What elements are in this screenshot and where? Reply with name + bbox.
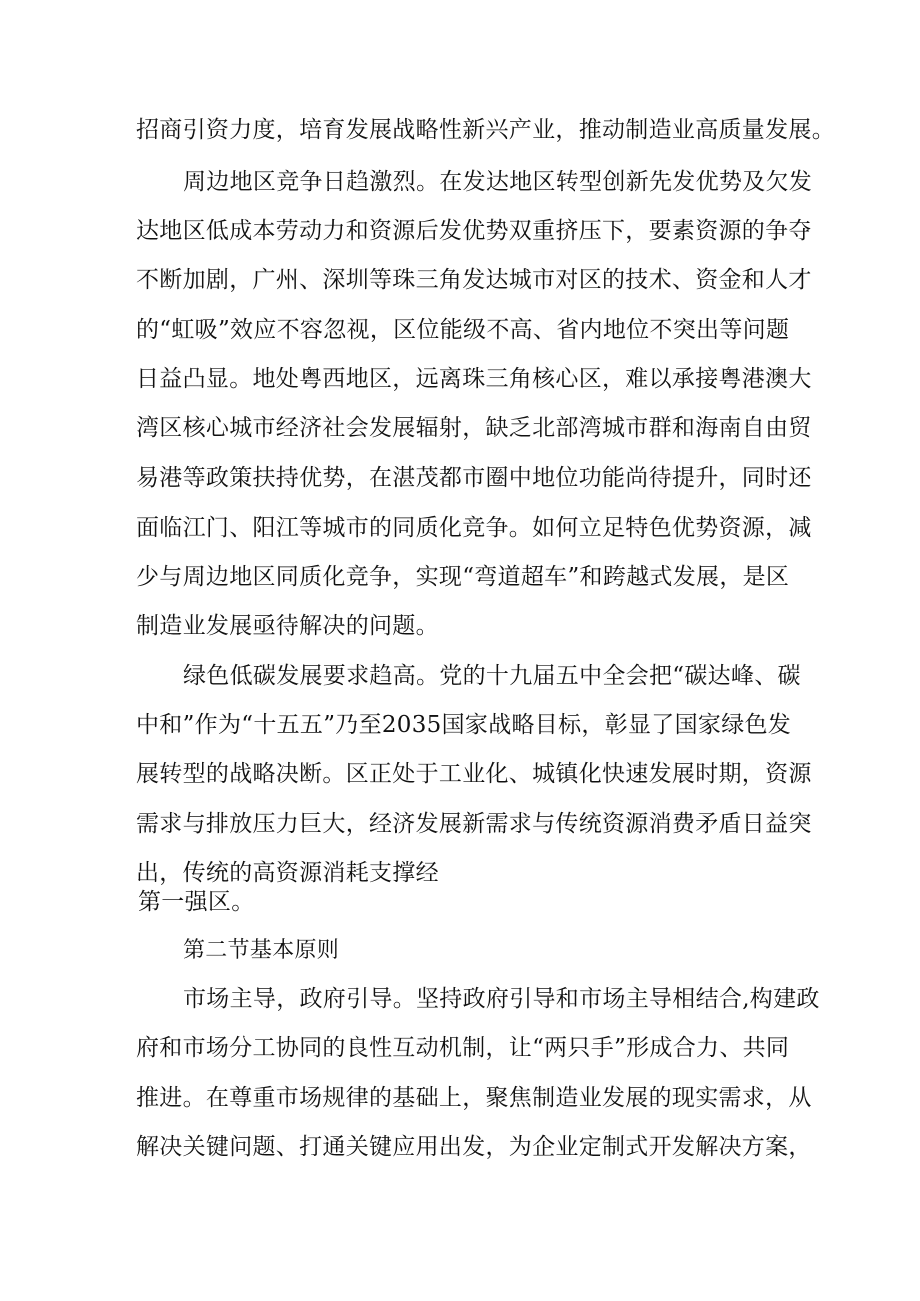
- paragraph-line: 湾区核心城市经济社会发展辐射，缺乏北部湾城市群和海南自由贸: [136, 415, 812, 441]
- paragraph-line: 制造业发展亟待解决的问题。: [136, 613, 439, 639]
- paragraph-line: 少与周边地区同质化竞争，实现“弯道超车”和跨越式发展，是区: [136, 564, 790, 590]
- paragraph-line: 解决关键问题、打通关键应用出发，为企业定制式开发解决方案，: [136, 1134, 812, 1160]
- paragraph-line: 易港等政策扶持优势，在湛茂都市圈中地位功能尚待提升，同时还: [136, 465, 812, 491]
- section-heading: 第二节基本原则: [183, 938, 340, 963]
- paragraph-line: 招商引资力度，培育发展战略性新兴产业，推动制造业高质量发展。: [136, 117, 835, 143]
- paragraph-line: 周边地区竞争日趋激烈。在发达地区转型创新先发优势及欠发: [183, 169, 813, 195]
- paragraph-line: 中和”作为“十五五”乃至2035国家战略目标，彰显了国家绿色发: [136, 712, 792, 738]
- paragraph-line: 府和市场分工协同的良性互动机制，让“两只手”形成合力、共同: [136, 1035, 790, 1061]
- paragraph-line: 不断加剧，广州、深圳等珠三角发达城市对区的技术、资金和人才: [136, 267, 812, 293]
- paragraph-line: 展转型的战略决断。区正处于工业化、城镇化快速发展时期，资源: [136, 761, 812, 787]
- paragraph-line: 面临江门、阳江等城市的同质化竞争。如何立足特色优势资源，减: [136, 515, 812, 541]
- paragraph-line: 出，传统的高资源消耗支撑经: [136, 860, 439, 886]
- paragraph-line: 绿色低碳发展要求趋高。党的十九届五中全会把“碳达峰、碳: [183, 663, 801, 689]
- paragraph-line: 达地区低成本劳动力和资源后发优势双重挤压下，要素资源的争夺: [136, 218, 812, 244]
- paragraph-line: 推进。在尊重市场规律的基础上，聚焦制造业发展的现实需求，从: [136, 1085, 812, 1111]
- paragraph-line: 市场主导，政府引导。坚持政府引导和市场主导相结合,构建政: [183, 986, 820, 1012]
- paragraph-line: 第一强区。: [138, 889, 255, 915]
- paragraph-line: 的“虹吸”效应不容忽视，区位能级不高、省内地位不突出等问题: [136, 317, 790, 343]
- paragraph-line: 日益凸显。地处粤西地区，远离珠三角核心区，难以承接粤港澳大: [136, 366, 812, 392]
- paragraph-line: 需求与排放压力巨大，经济发展新需求与传统资源消费矛盾日益突: [136, 811, 812, 837]
